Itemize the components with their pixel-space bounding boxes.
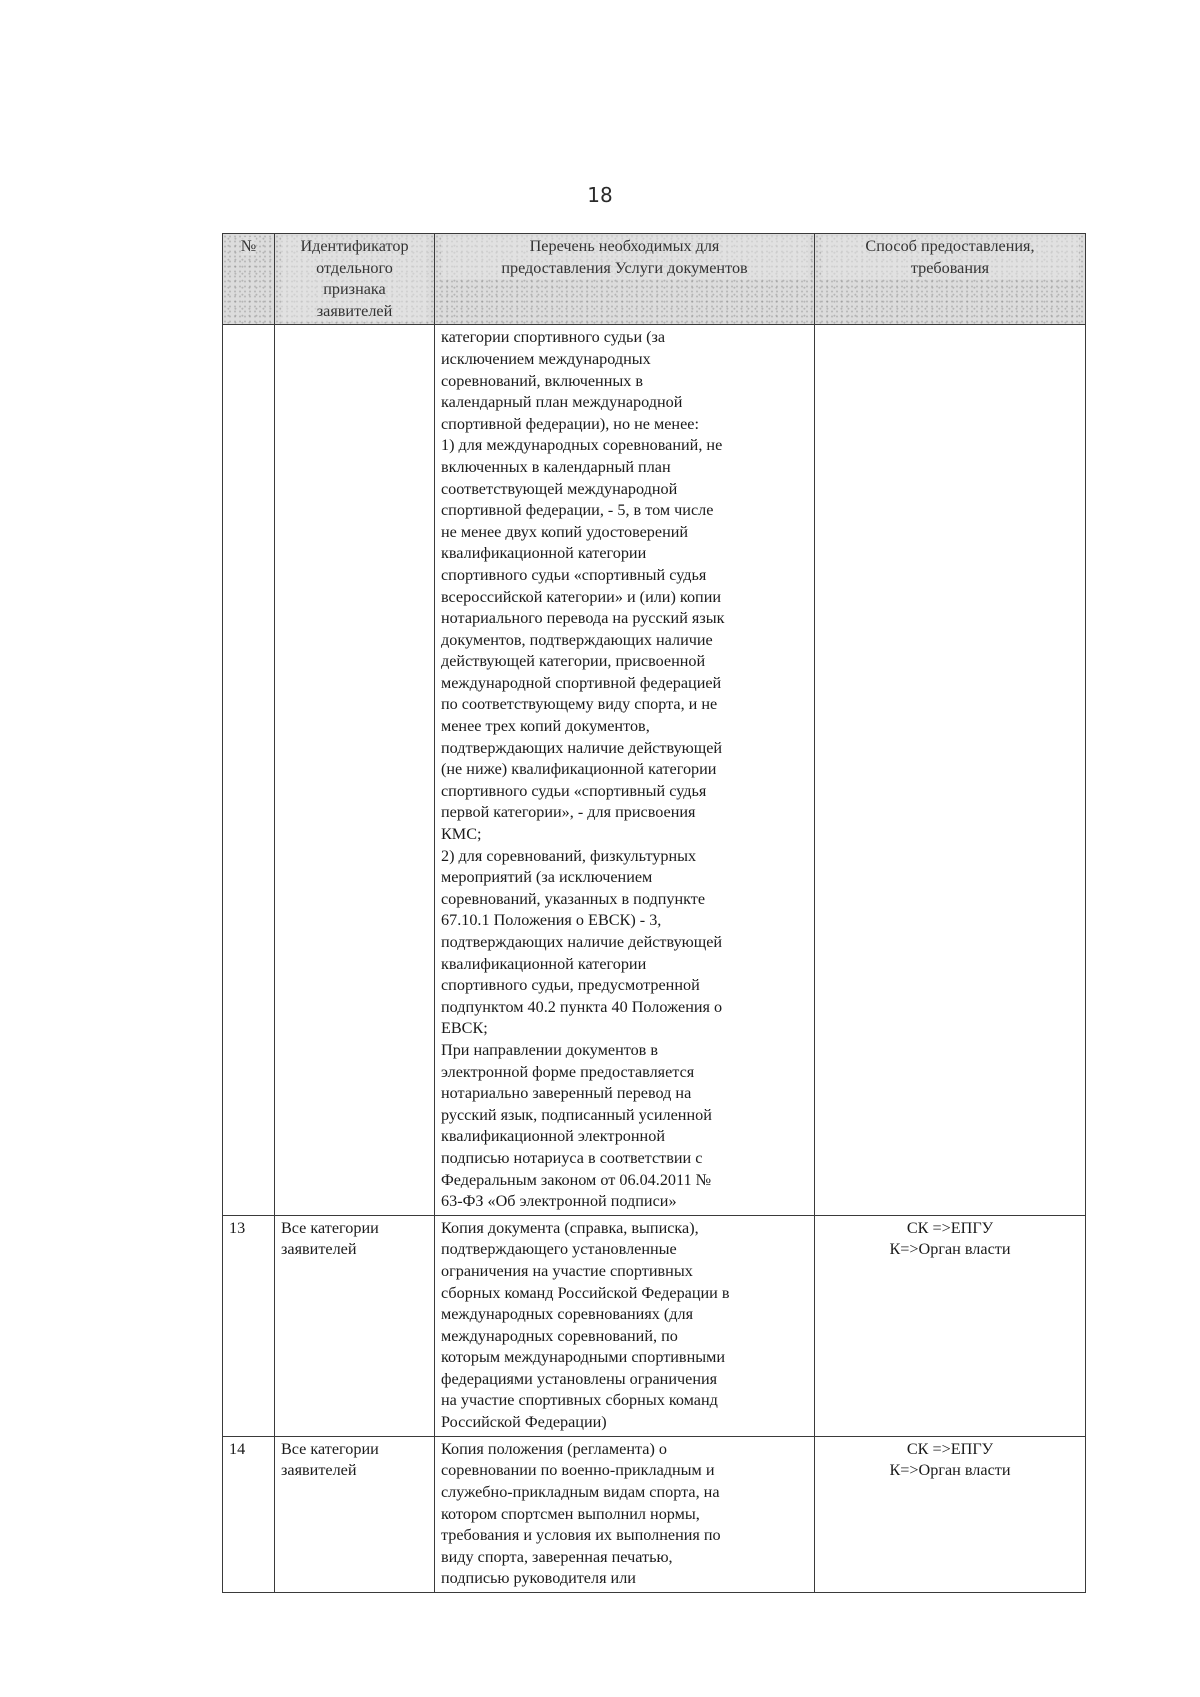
- text-line: подписью руководителя или: [441, 1569, 636, 1588]
- text-line: соревновании по военно-прикладным и: [441, 1461, 715, 1480]
- text-line: спортивного судьи, предусмотренной: [441, 976, 700, 995]
- text-line: Российской Федерации): [441, 1413, 607, 1432]
- text-line: всероссийской категории» и (или) копии: [441, 587, 722, 606]
- text-line: КМС;: [441, 825, 482, 844]
- row-method: [815, 325, 1086, 1215]
- text-line: соревнований, включенных в: [441, 371, 644, 390]
- row-identifier: [275, 1215, 435, 1436]
- text-line: спортивного судьи «спортивный судья: [441, 565, 707, 584]
- row-number: [223, 325, 275, 1215]
- text-line: При направлении документов в: [441, 1040, 659, 1059]
- text-line: исключением международных: [441, 349, 651, 368]
- text-line: не менее двух копий удостоверений: [441, 522, 689, 541]
- text-line: сборных команд Российской Федерации в: [441, 1283, 730, 1302]
- text-line: К=>Орган власти: [889, 1461, 1011, 1480]
- text-line: которым международными спортивными: [441, 1348, 726, 1367]
- text-line: подпунктом 40.2 пункта 40 Положения о: [441, 997, 723, 1016]
- text-line: действующей категории, присвоенной: [441, 652, 706, 671]
- text-line: признака: [281, 279, 428, 301]
- text-line: электронной форме предоставляется: [441, 1062, 695, 1081]
- text-line: 2) для соревнований, физкультурных: [441, 846, 697, 865]
- text-line: Копия положения (регламента) о: [441, 1439, 668, 1458]
- row-documents: [435, 1436, 815, 1592]
- text-line: подписью нотариуса в соответствии с: [441, 1148, 703, 1167]
- text-line: спортивного судьи «спортивный судья: [441, 781, 707, 800]
- text-line: заявителей: [281, 1240, 357, 1259]
- text-line: спортивной федерации, - 5, в том числе: [441, 501, 714, 520]
- text-line: соответствующей международной: [441, 479, 678, 498]
- text-line: международных соревнованиях (для: [441, 1305, 694, 1324]
- row-number: 14: [223, 1436, 275, 1592]
- text-line: русский язык, подписанный усиленной: [441, 1105, 712, 1124]
- text-line: Копия документа (справка, выписка),: [441, 1218, 699, 1237]
- text-line: заявителей: [281, 301, 428, 323]
- text-line: соревнований, указанных в подпункте: [441, 889, 706, 908]
- text-line: Федеральным законом от 06.04.2011 №: [441, 1170, 712, 1189]
- row-identifier: [275, 325, 435, 1215]
- text-line: котором спортсмен выполнил нормы,: [441, 1504, 700, 1523]
- text-line: виду спорта, заверенная печатью,: [441, 1547, 673, 1566]
- text-line: квалификационной категории: [441, 954, 647, 973]
- text-line: международных соревнований, по: [441, 1326, 678, 1345]
- text-line: Все категории: [281, 1439, 379, 1458]
- table-row: [223, 1436, 1086, 1592]
- header-documents: [435, 234, 815, 325]
- text-line: Идентификатор: [281, 236, 428, 258]
- text-line: служебно-прикладным видам спорта, на: [441, 1482, 720, 1501]
- text-line: спортивной федерации), но не менее:: [441, 414, 699, 433]
- text-line: подтверждающих наличие действующей: [441, 738, 723, 757]
- row-method: [815, 1215, 1086, 1436]
- row-method: [815, 1436, 1086, 1592]
- row-identifier: [275, 1436, 435, 1592]
- text-line: ЕВСК;: [441, 1019, 488, 1038]
- text-line: 67.10.1 Положения о ЕВСК) - 3,: [441, 911, 662, 930]
- row-number: 13: [223, 1215, 275, 1436]
- text-line: подтверждающих наличие действующей: [441, 933, 723, 951]
- text-line: требования: [821, 258, 1079, 280]
- text-line: требования и условия их выполнения по: [441, 1526, 721, 1545]
- text-line: предоставления Услуги документов: [441, 258, 808, 280]
- table-row: [223, 325, 1086, 1215]
- text-line: документов, подтверждающих наличие: [441, 630, 713, 649]
- header-method: [815, 234, 1086, 325]
- text-line: Все категории: [281, 1218, 379, 1237]
- text-line: 1) для международных соревнований, не: [441, 436, 723, 455]
- row-documents: [435, 325, 815, 1215]
- text-line: квалификационной электронной: [441, 1127, 665, 1146]
- text-line: менее трех копий документов,: [441, 717, 650, 736]
- text-line: федерациями установлены ограничения: [441, 1369, 718, 1388]
- text-line: международной спортивной федерацией: [441, 673, 722, 692]
- text-line: подтверждающего установленные: [441, 1240, 677, 1259]
- text-line: мероприятий (за исключением: [441, 868, 653, 887]
- table-header-row: [223, 234, 1086, 325]
- table-row: [223, 1215, 1086, 1436]
- text-line: нотариального перевода на русский язык: [441, 609, 725, 628]
- text-line: Перечень необходимых для: [441, 236, 808, 258]
- page-number: 18: [587, 183, 613, 207]
- header-identifier: [275, 234, 435, 325]
- text-line: включенных в календарный план: [441, 457, 671, 476]
- text-line: ограничения на участие спортивных: [441, 1261, 693, 1280]
- documents-table: [222, 233, 1086, 1593]
- header-no: №: [223, 234, 275, 325]
- text-line: категории спортивного судьи (за: [441, 328, 666, 347]
- text-line: нотариально заверенный перевод на: [441, 1084, 692, 1103]
- text-line: на участие спортивных сборных команд: [441, 1391, 718, 1410]
- text-line: К=>Орган власти: [889, 1240, 1011, 1259]
- text-line: заявителей: [281, 1461, 357, 1480]
- text-line: первой категории», - для присвоения: [441, 803, 696, 822]
- text-line: 63-ФЗ «Об электронной подписи»: [441, 1192, 677, 1211]
- text-line: по соответствующему виду спорта, и не: [441, 695, 718, 714]
- text-line: СК =>ЕПГУ: [906, 1218, 994, 1237]
- text-line: (не ниже) квалификационной категории: [441, 760, 717, 779]
- text-line: квалификационной категории: [441, 544, 647, 563]
- text-line: отдельного: [281, 258, 428, 280]
- text-line: СК =>ЕПГУ: [906, 1439, 994, 1458]
- text-line: календарный план международной: [441, 393, 683, 412]
- row-documents: [435, 1215, 815, 1436]
- text-line: Способ предоставления,: [821, 236, 1079, 258]
